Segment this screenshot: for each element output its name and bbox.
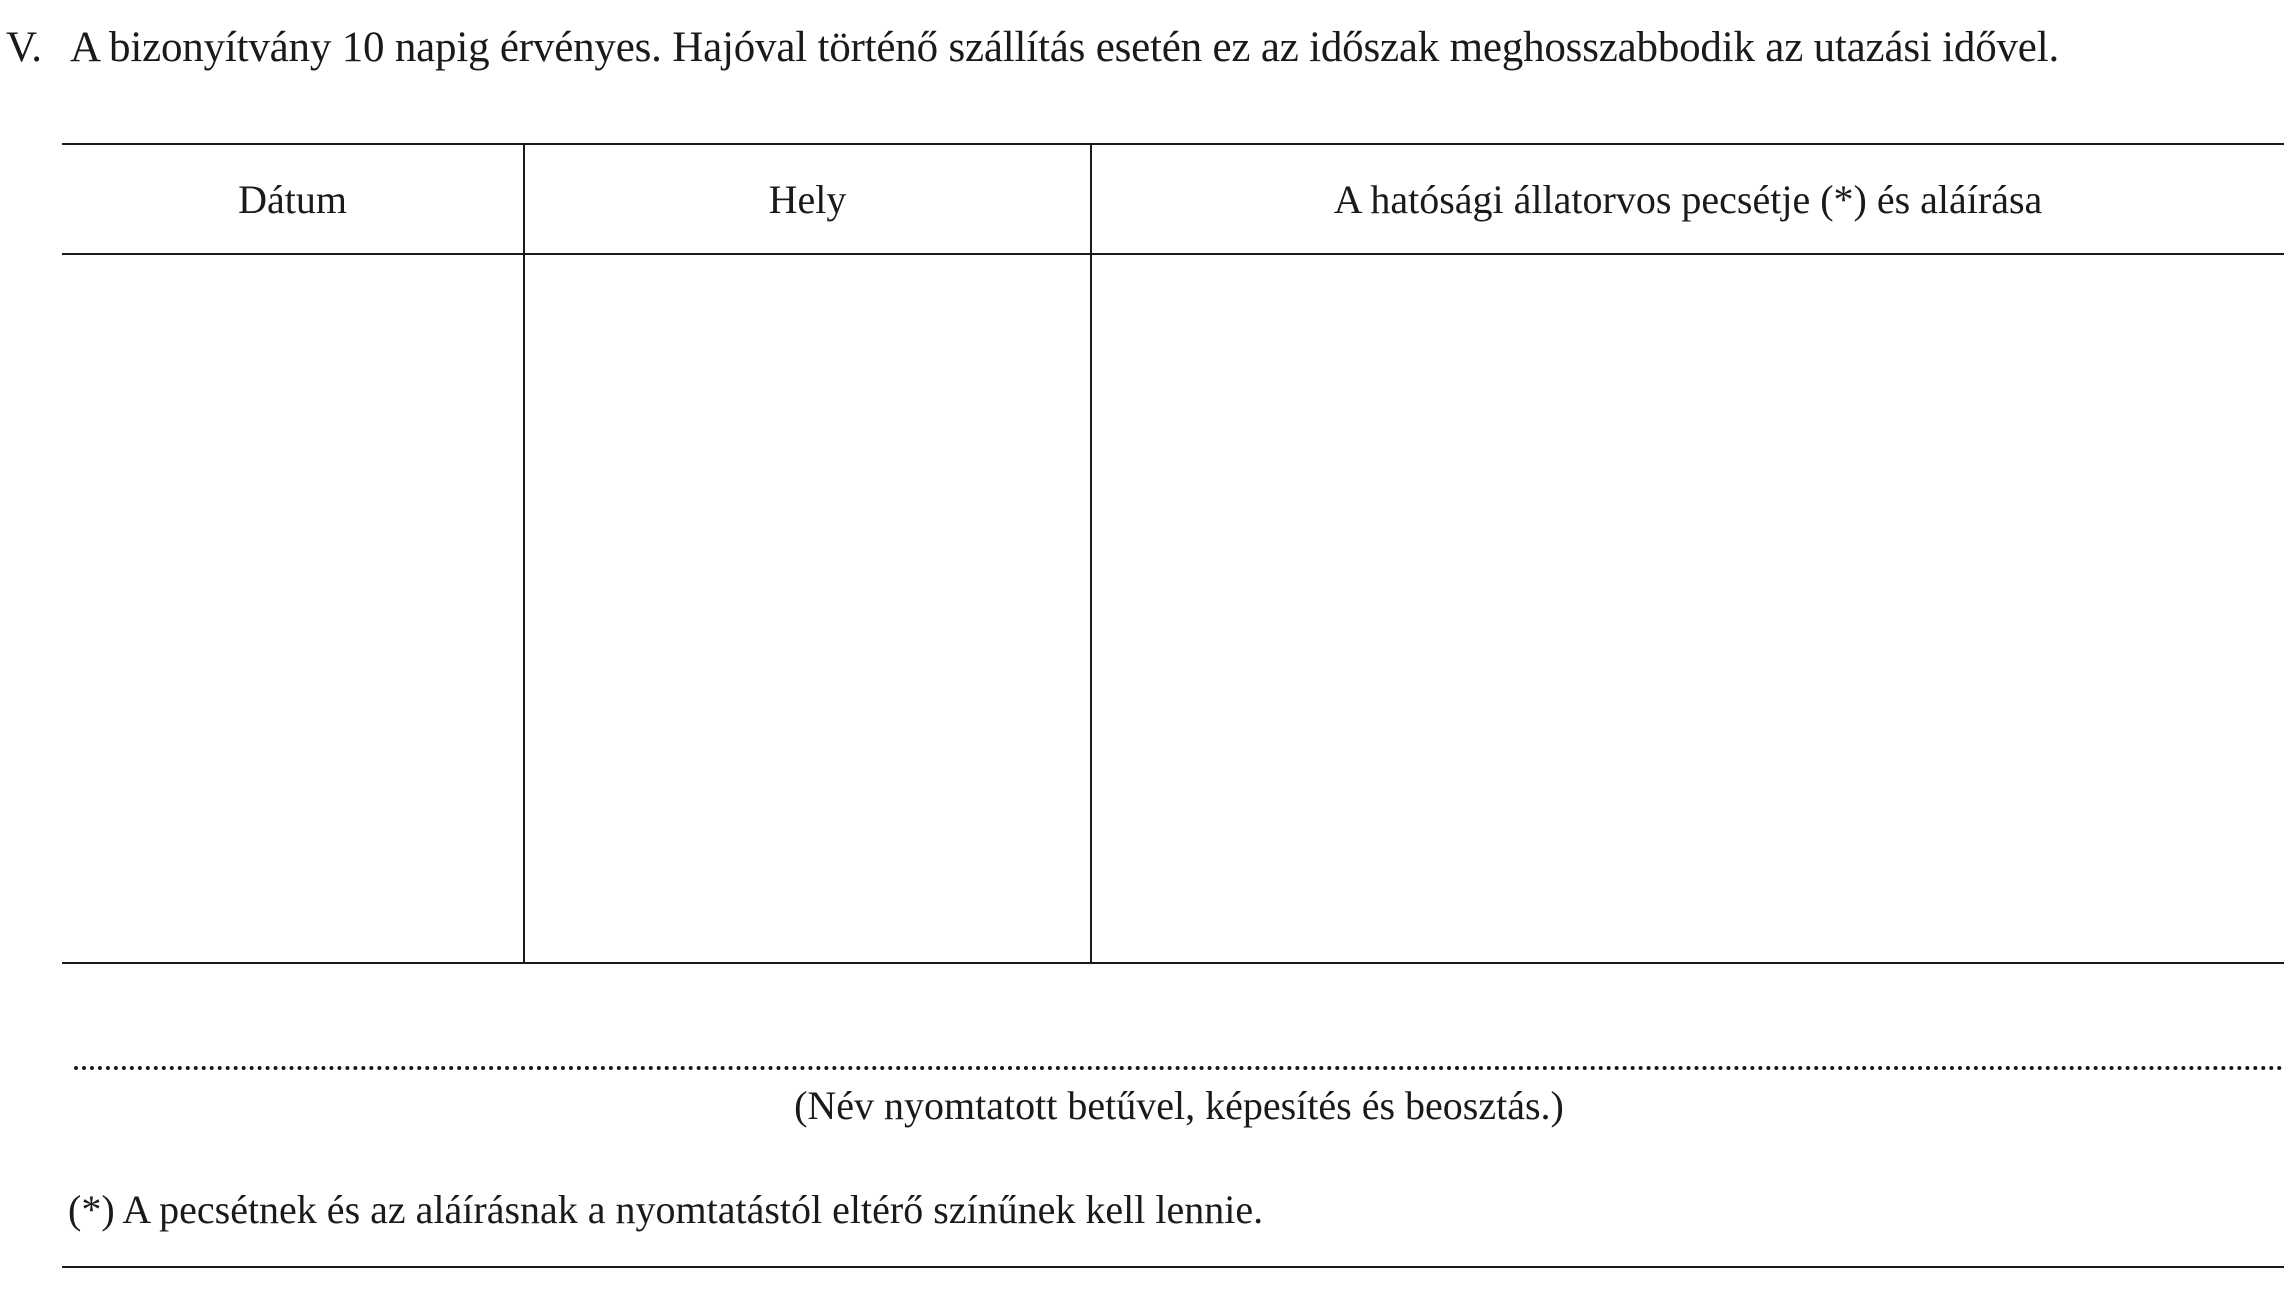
header-stamp-signature: A hatósági állatorvos pecsétje (*) és aláírása — [1091, 144, 2284, 254]
signature-dotted-line[interactable] — [74, 1066, 2284, 1070]
header-place: Hely — [524, 144, 1091, 254]
place-cell[interactable] — [524, 254, 1091, 963]
section-text: A bizonyítvány 10 napig érvényes. Hajóval történő szállítás esetén ez az időszak meghosszabbodik az utazási idővel. — [70, 24, 2059, 71]
table-header-row — [62, 144, 2284, 254]
stamp-signature-cell[interactable] — [1091, 254, 2284, 963]
table-row — [62, 254, 2284, 963]
section-number: V. — [6, 24, 42, 71]
footnote: (*) A pecsétnek és az aláírásnak a nyomtatástól eltérő színűnek kell lennie. — [68, 1187, 1264, 1232]
header-date: Dátum — [62, 144, 524, 254]
section-heading — [6, 18, 2059, 78]
signature-caption: (Név nyomtatott betűvel, képesítés és beosztás.) — [794, 1083, 1564, 1128]
certificate-table — [62, 143, 2284, 964]
date-cell[interactable] — [62, 254, 524, 963]
bottom-divider — [62, 1266, 2284, 1268]
